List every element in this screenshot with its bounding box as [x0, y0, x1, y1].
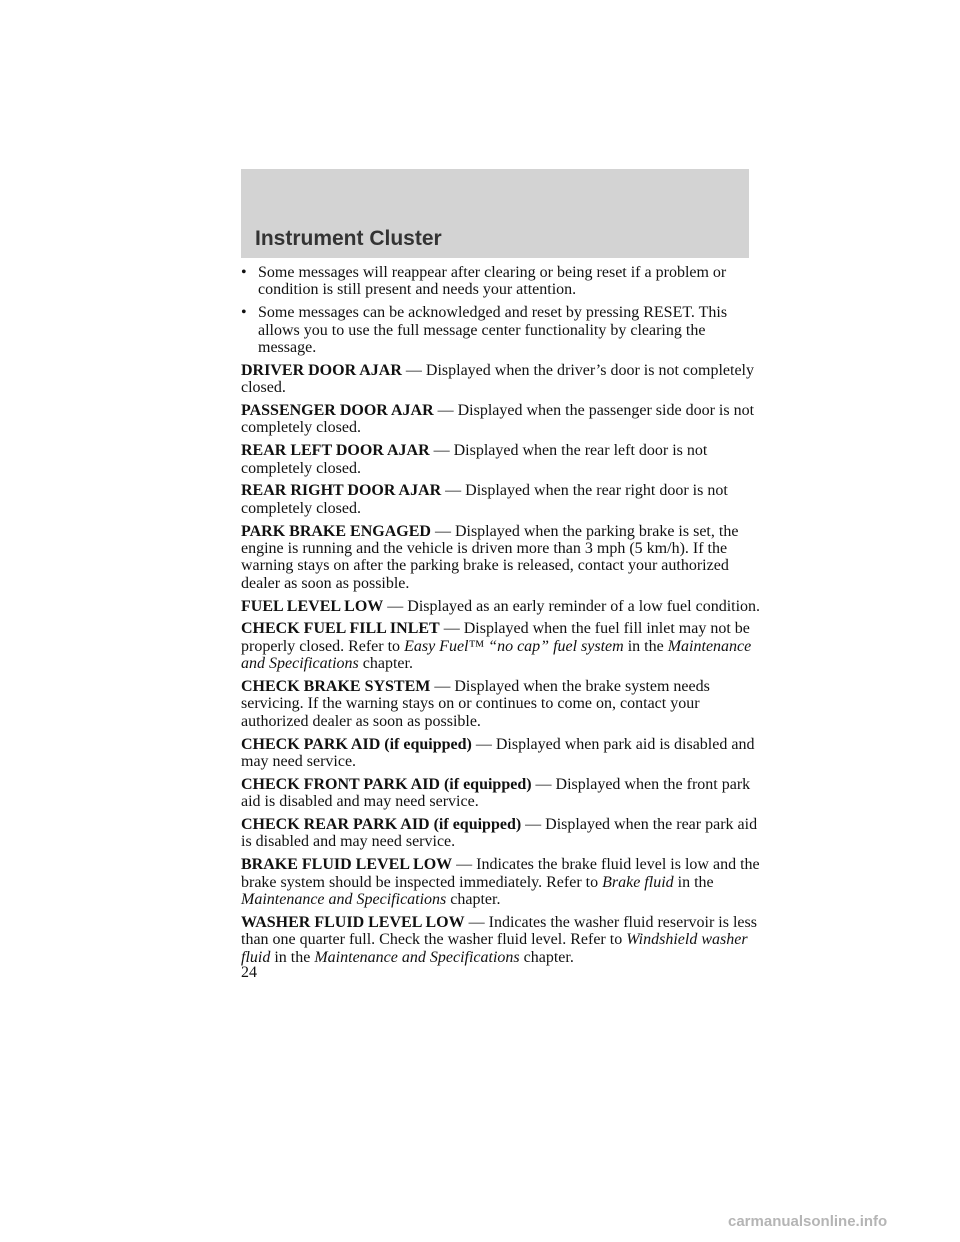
cross-reference: Easy Fuel™ “no cap” fuel system	[404, 637, 624, 655]
page-number: 24	[241, 964, 257, 981]
bullet-item	[241, 264, 761, 299]
message-desc: chapter.	[450, 891, 501, 909]
section-title: Instrument Cluster	[255, 227, 442, 250]
message-desc: in the	[274, 948, 311, 966]
message-term: CHECK FUEL FILL INLET	[241, 620, 440, 638]
message-term: WASHER FLUID LEVEL LOW	[241, 913, 465, 931]
message-desc: — Displayed when the rear right door is not completely closed.	[241, 482, 728, 517]
message-desc: — Displayed when the passenger side door is not completely closed.	[241, 402, 755, 437]
message-entry	[241, 620, 761, 672]
message-entry	[241, 736, 761, 771]
message-term: PASSENGER DOOR AJAR	[241, 402, 434, 420]
bullet-text: Some messages can be acknowledged and reset by pressing RESET. This allows you to use the full message center functionality by clearing the message.	[258, 304, 728, 357]
message-desc: — Displayed when the rear left door is not completely closed.	[241, 442, 708, 477]
message-term: REAR LEFT DOOR AJAR	[241, 442, 430, 460]
message-term: DRIVER DOOR AJAR	[241, 361, 402, 379]
message-term: FUEL LEVEL LOW	[241, 597, 384, 615]
chapter-reference: Maintenance and Specifications	[241, 637, 752, 673]
chapter-reference: Maintenance and Specifications	[241, 891, 447, 909]
message-desc: chapter.	[362, 655, 413, 673]
message-entry	[241, 914, 761, 966]
cross-reference: Brake fluid	[602, 873, 674, 891]
message-desc: — Displayed when the brake system needs servicing. If the warning stays on or continues to come on, contact your authorized dealer as soon as possible.	[241, 678, 710, 730]
message-desc: — Displayed when the front park aid is disabled and may need service.	[241, 775, 751, 811]
message-term: CHECK FRONT PARK AID (if equipped)	[241, 775, 532, 793]
message-entry	[241, 362, 761, 397]
message-entry	[241, 816, 761, 851]
message-desc: in the	[627, 637, 664, 655]
message-term: BRAKE FLUID LEVEL LOW	[241, 856, 453, 874]
message-desc: — Indicates the washer fluid reservoir is less than one quarter full. Check the washer fluid level. Refer to	[241, 913, 757, 949]
bullet-text: Some messages will reappear after clearing or being reset if a problem or condition is still present and needs your attention.	[258, 264, 727, 299]
message-desc: — Displayed when the parking brake is set, the engine is running and the vehicle is driven more than 3 mph (5 km/h). If the warning stays on after the parking brake is released, contact your authorized dealer as soon as possible.	[241, 522, 739, 592]
section-header-band	[241, 169, 749, 258]
message-desc: — Displayed when the driver’s door is not completely closed.	[241, 361, 754, 397]
message-entry	[241, 523, 761, 593]
message-entry	[241, 482, 761, 517]
message-desc: — Displayed when the rear park aid is disabled and may need service.	[241, 816, 758, 851]
message-desc: — Displayed when the fuel fill inlet may not be properly closed. Refer to	[241, 620, 750, 655]
bullet-dot-icon: •	[241, 304, 247, 322]
message-desc: — Displayed as an early reminder of a low fuel condition.	[387, 597, 761, 615]
watermark-logo: carmanualsonline.info	[728, 1213, 888, 1230]
chapter-reference: Maintenance and Specifications	[314, 948, 520, 966]
message-term: REAR RIGHT DOOR AJAR	[241, 482, 442, 500]
message-entry	[241, 598, 761, 615]
bullet-dot-icon: •	[241, 264, 247, 281]
message-entry	[241, 856, 761, 908]
message-term: CHECK BRAKE SYSTEM	[241, 678, 431, 696]
message-entry	[241, 442, 761, 477]
message-term: CHECK REAR PARK AID (if equipped)	[241, 816, 522, 834]
message-desc: — Displayed when park aid is disabled and may need service.	[241, 735, 755, 771]
message-desc: chapter.	[523, 948, 574, 966]
message-entry	[241, 678, 761, 730]
message-term: PARK BRAKE ENGAGED	[241, 522, 431, 540]
message-desc: — Indicates the brake fluid level is low and the brake system should be inspected immediately. Refer to	[241, 856, 760, 891]
message-desc: in the	[677, 873, 714, 891]
cross-reference: Windshield washer fluid	[241, 931, 748, 966]
message-entry	[241, 776, 761, 811]
message-entry	[241, 402, 761, 437]
page-content	[241, 264, 761, 971]
bullet-item	[241, 304, 761, 356]
message-term: CHECK PARK AID (if equipped)	[241, 735, 472, 753]
